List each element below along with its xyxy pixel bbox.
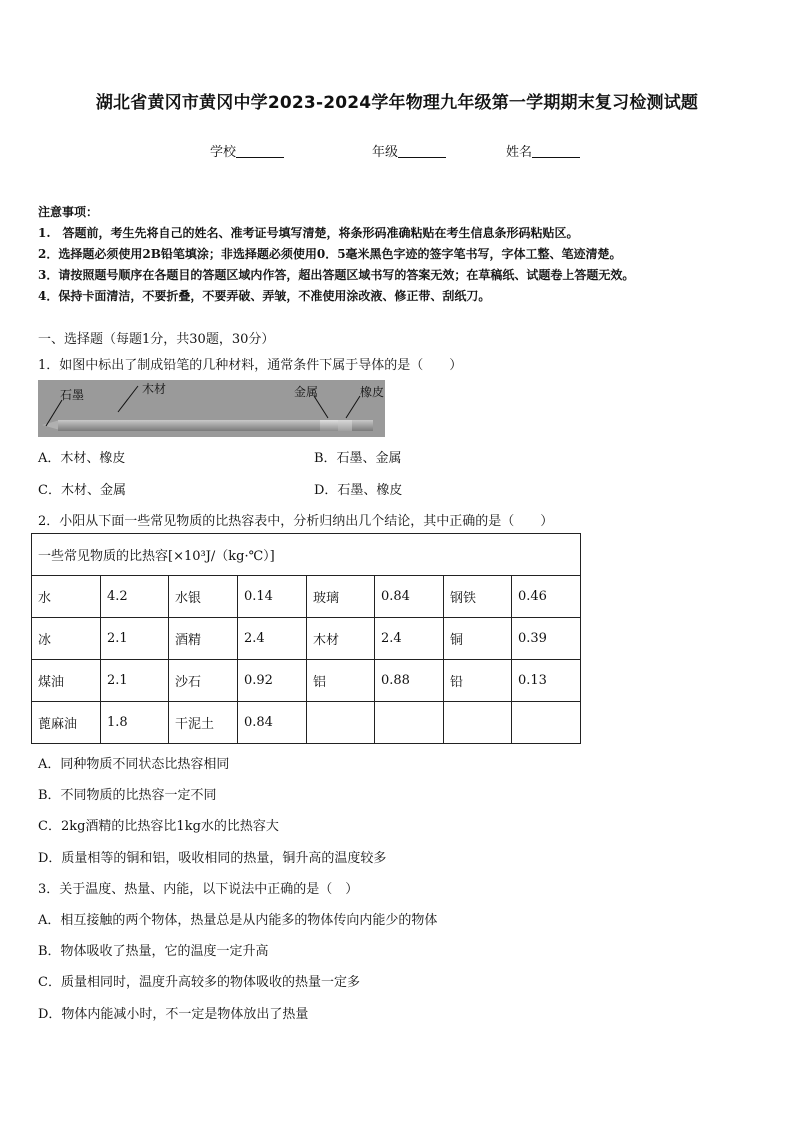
note-item: 4．保持卡面清洁，不要折叠，不要弄破、弄皱，不准使用涂改液、修正带、刮纸刀。: [38, 289, 491, 303]
grade-label: 年级: [372, 145, 399, 160]
table-cell: 干泥土: [169, 702, 238, 744]
table-cell: 铅: [444, 660, 512, 702]
notes-heading: 注意事项：: [38, 205, 99, 219]
question-2-stem: 2．小阳从下面一些常见物质的比热容表中，分析归纳出几个结论，其中正确的是（ ）: [38, 514, 554, 529]
table-cell: 煤油: [32, 660, 101, 702]
name-blank[interactable]: [532, 145, 580, 158]
q1-option-b[interactable]: B．石墨、金属: [314, 451, 402, 466]
table-cell: 4.2: [101, 576, 169, 618]
table-cell: 0.46: [512, 576, 581, 618]
table-cell: 2.1: [101, 618, 169, 660]
question-3-stem: 3．关于温度、热量、内能，以下说法中正确的是（ ）: [38, 882, 359, 897]
table-cell: 木材: [307, 618, 375, 660]
table-cell: 2.4: [375, 618, 444, 660]
table-cell: 水: [32, 576, 101, 618]
table-cell: 0.84: [238, 702, 307, 744]
table-cell: 2.1: [101, 660, 169, 702]
table-cell: [444, 702, 512, 744]
pencil-figure: [38, 380, 385, 437]
q2-option-b[interactable]: B．不同物质的比热容一定不同: [38, 788, 217, 803]
specific-heat-table: [31, 533, 581, 744]
graphite-label: 石墨: [60, 388, 85, 402]
pencil-leader-lines: [38, 380, 385, 437]
table-cell: 0.13: [512, 660, 581, 702]
page-title: 湖北省黄冈市黄冈中学2023-2024学年物理九年级第一学期期末复习检测试题: [95, 93, 699, 113]
note-item: 3．请按照题号顺序在各题目的答题区域内作答，超出答题区域书写的答案无效；在草稿纸、试题卷上答题无效。: [38, 268, 635, 282]
table-cell: 2.4: [238, 618, 307, 660]
school-label: 学校: [210, 145, 237, 160]
wood-label: 木材: [142, 382, 167, 396]
question-1-stem: 1．如图中标出了制成铅笔的几种材料，通常条件下属于导体的是（ ）: [38, 358, 463, 373]
q2-option-a[interactable]: A．同种物质不同状态比热容相同: [38, 757, 230, 772]
table-row: [32, 576, 581, 618]
q2-option-d[interactable]: D．质量相等的铜和铝，吸收相同的热量，铜升高的温度较多: [38, 851, 387, 866]
table-cell: 铝: [307, 660, 375, 702]
section-heading: 一、选择题（每题1分，共30题，30分）: [38, 332, 275, 347]
table-row: [32, 660, 581, 702]
table-caption: 一些常见物质的比热容[×10³J/（kg·℃）]: [32, 534, 581, 576]
table-cell: 玻璃: [307, 576, 375, 618]
table-cell: 沙石: [169, 660, 238, 702]
table-cell: 0.39: [512, 618, 581, 660]
q3-option-d[interactable]: D．物体内能减小时，不一定是物体放出了热量: [38, 1007, 309, 1022]
table-cell: 0.84: [375, 576, 444, 618]
note-item: 2．选择题必须使用2B铅笔填涂；非选择题必须使用0．5毫米黑色字迹的签字笔书写，字体工整、笔迹清楚。: [38, 247, 622, 261]
table-row: [32, 702, 581, 744]
rubber-label: 橡皮: [360, 385, 385, 399]
school-field: [210, 141, 284, 160]
table-cell: 酒精: [169, 618, 238, 660]
q1-option-d[interactable]: D．石墨、橡皮: [314, 483, 403, 498]
table-cell: 水银: [169, 576, 238, 618]
table-cell: [307, 702, 375, 744]
grade-field: [372, 141, 446, 160]
table-cell: 钢铁: [444, 576, 512, 618]
grade-blank[interactable]: [398, 145, 446, 158]
table-cell: 0.14: [238, 576, 307, 618]
q1-option-c[interactable]: C．木材、金属: [38, 483, 126, 498]
table-cell: 0.92: [238, 660, 307, 702]
school-blank[interactable]: [236, 145, 284, 158]
q2-option-c[interactable]: C．2kg酒精的比热容比1kg水的比热容大: [38, 819, 279, 834]
table-cell: 冰: [32, 618, 101, 660]
q3-option-c[interactable]: C．质量相同时，温度升高较多的物体吸收的热量一定多: [38, 975, 360, 990]
table-row: [32, 618, 581, 660]
table-cell: [512, 702, 581, 744]
q3-option-b[interactable]: B．物体吸收了热量，它的温度一定升高: [38, 944, 269, 959]
name-field: [506, 141, 580, 160]
table-cell: 蓖麻油: [32, 702, 101, 744]
table-cell: 0.88: [375, 660, 444, 702]
name-label: 姓名: [506, 145, 533, 160]
table-cell: 1.8: [101, 702, 169, 744]
q1-option-a[interactable]: A．木材、橡皮: [38, 451, 126, 466]
metal-label: 金属: [294, 385, 319, 399]
note-item: 1. 答题前，考生先将自己的姓名、准考证号填写清楚，将条形码准确粘贴在考生信息条形码粘贴区。: [38, 226, 579, 240]
table-cell: 铜: [444, 618, 512, 660]
q3-option-a[interactable]: A．相互接触的两个物体，热量总是从内能多的物体传向内能少的物体: [38, 913, 438, 928]
table-cell: [375, 702, 444, 744]
